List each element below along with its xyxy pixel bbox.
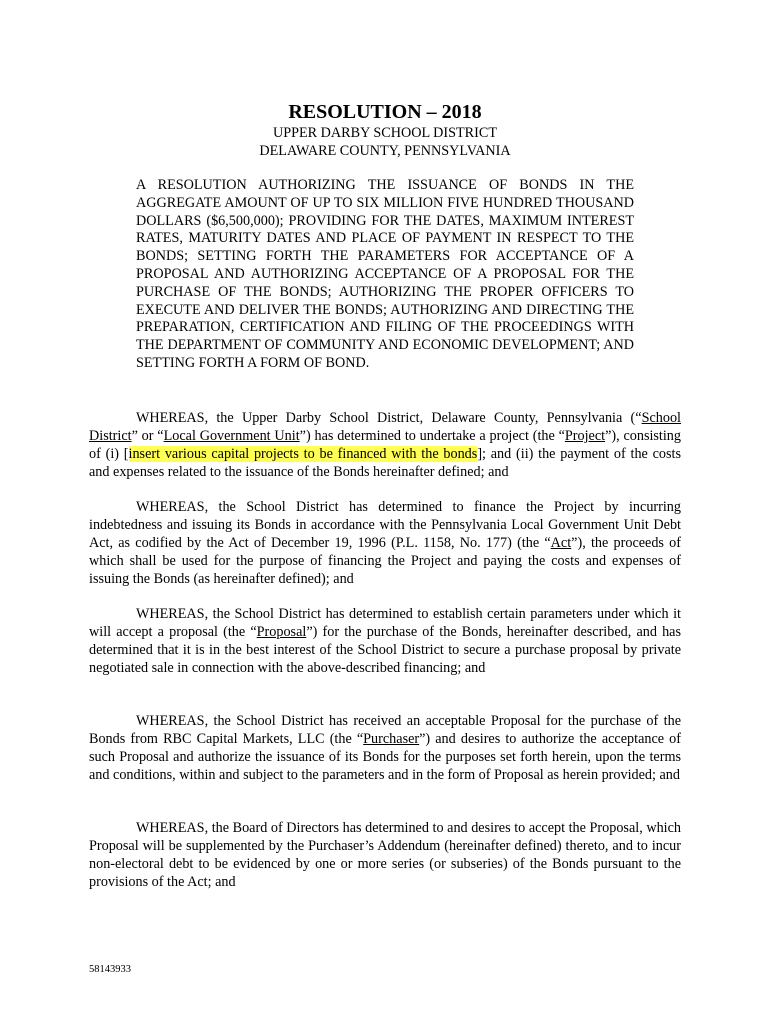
text-run: WHEREAS, the School District has determined to establish certain parameters under which it will accept a proposal (the “: [89, 606, 681, 640]
text-run: WHEREAS, the Upper Darby School District, Delaware County, Pennsylvania (“: [136, 410, 642, 426]
whereas-paragraph-1: [89, 409, 681, 481]
resolution-caption: A RESOLUTION AUTHORIZING THE ISSUANCE OF BONDS IN THE AGGREGATE AMOUNT OF UP TO SIX MILLION FIVE HUNDRED THOUSAND DOLLARS ($6,500,000); PROVIDING FOR THE DATES, MAXIMUM INTEREST RATES, MATURITY DATES AND PLACE OF PAYMENT IN RESPECT TO THE BONDS; SETTING FORTH THE PARAMETERS FOR ACCEPTANCE OF A PROPOSAL AND AUTHORIZING ACCEPTANCE OF A PROPOSAL FOR THE PURCHASE OF THE BONDS; AUTHORIZING THE PROPER OFFICERS TO EXECUTE AND DELIVER THE BONDS; AUTHORIZING AND DIRECTING THE PREPARATION, CERTIFICATION AND FILING OF THE PROCEEDINGS WITH THE DEPARTMENT OF COMMUNITY AND ECONOMIC DEVELOPMENT; AND SETTING FORTH A FORM OF BOND.: [136, 177, 634, 371]
defined-term-local-government-unit: Local Government Unit: [163, 428, 300, 444]
defined-term-purchaser: Purchaser: [363, 731, 420, 747]
document-id: 58143933: [89, 964, 131, 975]
district-name: UPPER DARBY SCHOOL DISTRICT: [272, 125, 497, 141]
defined-term-act: Act: [550, 535, 572, 551]
text-run: WHEREAS, the School District has determined to finance the Project by incurring indebtedness and issuing its Bonds in accordance with the Pennsylvania Local Government Unit Debt Act, as codified by the Act of December 19, 1996 (P.L. 1158, No. 177) (the “: [89, 499, 681, 551]
defined-term-proposal: Proposal: [256, 624, 307, 640]
defined-term-school-district: School District: [89, 410, 681, 444]
text-run: ”) has determined to undertake a project (the “: [299, 428, 565, 444]
text-run: ”) and desires to authorize the acceptance of such Proposal and authorize the issuance of its Bonds for the purposes set forth herein, upon the terms and conditions, within and subject to the parameters and in the form of Proposal as herein provided; and: [89, 731, 681, 783]
text-run: WHEREAS, the School District has received an acceptable Proposal for the purchase of the Bonds from RBC Capital Markets, LLC (the “: [89, 713, 681, 747]
text-run: ”), consisting of (i) [: [89, 428, 681, 462]
whereas-paragraph-5: WHEREAS, the Board of Directors has determined to and desires to accept the Proposal, which Proposal will be supplemented by the Purchaser’s Addendum (hereinafter defined) thereto, and to incur non-electoral debt to be evidenced by one or more series (or subseries) of the Bonds pursuant to the provisions of the Act; and: [89, 820, 681, 890]
whereas-paragraph-3: [89, 605, 681, 677]
text-run: ”), the proceeds of which shall be used for the purpose of financing the Project and paying the costs and expenses of issuing the Bonds (as hereinafter defined); and: [89, 535, 681, 587]
text-run: ”) for the purchase of the Bonds, hereinafter described, and has determined that it is in the best interest of the School District to secure a purchase proposal by private negotiated sale in connection with the above-described financing; and: [89, 624, 682, 676]
resolution-title: RESOLUTION – 2018: [288, 101, 482, 123]
text-run: ” or “: [131, 428, 164, 444]
highlighted-placeholder: insert various capital projects to be financed with the bonds: [128, 446, 478, 462]
county-name: DELAWARE COUNTY, PENNSYLVANIA: [259, 143, 511, 159]
whereas-paragraph-4: [89, 712, 681, 784]
text-run: ]; and (ii) the payment of the costs and expenses related to the issuance of the Bonds hereinafter defined; and: [89, 446, 682, 480]
defined-term-project: Project: [564, 428, 606, 444]
whereas-paragraph-2: [89, 498, 681, 588]
